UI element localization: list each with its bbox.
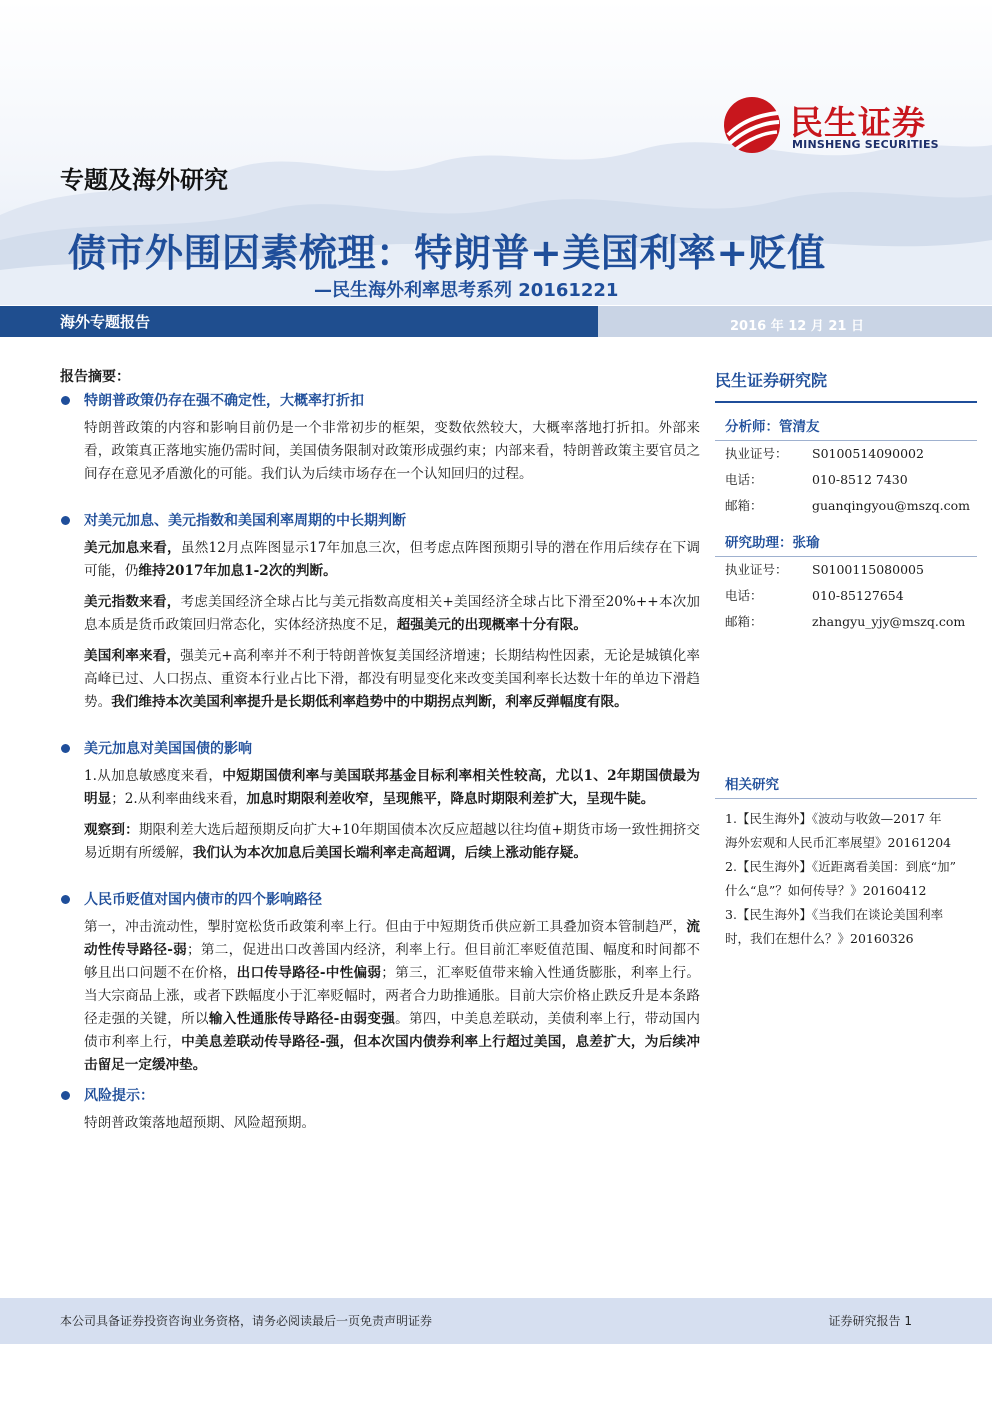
analyst-heading: 研究助理：张瑜 bbox=[715, 531, 977, 557]
footer-disclaimer: 本公司具备证券投资咨询业务资格，请务必阅读最后一页免责声明证券 bbox=[60, 1314, 433, 1328]
emphasis-text: 我们维持本次美国利率提升是长期低利率趋势中的中期拐点判断，利率反弹幅度有限。 bbox=[111, 694, 628, 710]
emphasis-text: 观察到： bbox=[84, 822, 139, 838]
section-heading bbox=[60, 510, 700, 530]
contact-row bbox=[715, 583, 977, 609]
contact-value: 010-8512 7430 bbox=[812, 472, 908, 487]
summary-section bbox=[60, 889, 700, 1077]
body-text: 期限利差大选后超预期反向扩大+10年期国债本次反应超越以往均值+期货市场一致性拥挤交易近期有所缓解， bbox=[84, 822, 701, 861]
body-text: 特朗普政策的内容和影响目前仍是一个非常初步的框架，变数依然较大，大概率落地打折扣。外部来看，政策真正落地实施仍需时间，美国债务限制对政策形成强约束；内部来看，特朗普政策主要官员之间存在意见矛盾激化的可能。我们认为后续市场存在一个认知回归的过程。 bbox=[84, 420, 700, 482]
related-research-line: 3.【民生海外】《当我们在谈论美国利率 bbox=[725, 907, 944, 922]
report-summary bbox=[60, 390, 700, 1159]
title-band bbox=[0, 306, 992, 337]
section-heading-text: 特朗普政策仍存在强不确定性，大概率打折扣 bbox=[84, 393, 364, 409]
contact-value: guanqingyou@mszq.com bbox=[812, 498, 970, 513]
body-text: 虽然12月点阵图显示17年加息三次，但考虑点阵图预期引导的潜在作用后续存在下调可能，仍 bbox=[84, 540, 701, 579]
contact-row bbox=[715, 557, 977, 583]
emphasis-text: 流动性传导路径-弱 bbox=[84, 919, 700, 958]
contact-value: 010-85127654 bbox=[812, 588, 904, 603]
bullet-dot-icon bbox=[61, 744, 70, 753]
related-research-list bbox=[715, 807, 977, 951]
minsheng-logo-icon bbox=[722, 95, 782, 155]
body-text: ；第三，汇率贬值带来输入性通货膨胀，利率上行。当大宗商品上涨，或者下跌幅度小于汇率贬幅时，两者合力助推通胀。目前大宗价格止跌反升是本条路径走强的关键，所以 bbox=[84, 965, 700, 1027]
emphasis-text: 美元加息来看， bbox=[84, 540, 181, 556]
related-research-line: 时，我们在想什么？》20160326 bbox=[725, 931, 914, 946]
body-text: ；2.从利率曲线来看， bbox=[111, 791, 247, 807]
body-text: 强美元+高利率并不利于特朗普恢复美国经济增速；长期结构性因素，无论是城镇化率高峰已过、人口拐点、重资本行业占比下滑，都没有明显变化来改变美国利率长达数十年的单边下滑趋势。 bbox=[84, 648, 700, 710]
related-research-heading: 相关研究 bbox=[715, 773, 977, 799]
report-date: 2016 年 12 月 21 日 bbox=[730, 319, 864, 334]
contact-row bbox=[715, 609, 977, 635]
section-heading-text: 对美元加息、美元指数和美国利率周期的中长期判断 bbox=[84, 513, 406, 529]
contact-value: S0100514090002 bbox=[812, 446, 924, 461]
summary-label: 报告摘要： bbox=[60, 369, 130, 385]
contact-label: 执业证号： bbox=[725, 562, 788, 577]
emphasis-text: 输入性通胀传导路径-由弱变强 bbox=[208, 1011, 396, 1027]
emphasis-text: 维持2017年加息1-2次的判断。 bbox=[138, 563, 337, 579]
bullet-dot-icon bbox=[61, 895, 70, 904]
band-dark bbox=[0, 306, 598, 337]
page-subtitle: —民生海外利率思考系列 20161221 bbox=[314, 280, 619, 301]
section-heading-text: 美元加息对美国国债的影响 bbox=[84, 741, 252, 757]
analyst-heading: 分析师：管清友 bbox=[715, 415, 977, 441]
section-paragraph bbox=[84, 819, 700, 865]
section-paragraph bbox=[84, 1112, 700, 1135]
report-type-label: 海外专题报告 bbox=[60, 313, 151, 331]
contact-label: 执业证号： bbox=[725, 446, 788, 461]
contact-label: 电话： bbox=[725, 588, 763, 603]
section-heading-text: 风险提示： bbox=[84, 1088, 154, 1104]
emphasis-text: 美元指数来看， bbox=[84, 594, 181, 610]
summary-section bbox=[60, 1085, 700, 1135]
page-title: 债市外围因素梳理：特朗普+美国利率+贬值 bbox=[68, 231, 826, 275]
section-heading bbox=[60, 738, 700, 758]
section-heading bbox=[60, 889, 700, 909]
band-light bbox=[598, 306, 992, 337]
related-research-line: 1.【民生海外】《波动与收敛—2017 年 bbox=[725, 811, 942, 826]
body-text: 特朗普政策落地超预期、风险超预期。 bbox=[84, 1115, 316, 1131]
logo-chinese-name: 民生证券 bbox=[790, 103, 926, 142]
emphasis-text: 出口传导路径-中性偏弱 bbox=[236, 965, 382, 981]
analyst-list bbox=[715, 415, 977, 635]
sidebar bbox=[715, 368, 977, 951]
emphasis-text: 美国利率来看， bbox=[84, 648, 181, 664]
contact-row bbox=[715, 467, 977, 493]
section-paragraph bbox=[84, 916, 700, 1077]
section-paragraph bbox=[84, 417, 700, 486]
logo-english-name: MINSHENG SECURITIES bbox=[792, 138, 939, 151]
section-heading bbox=[60, 390, 700, 410]
contact-label: 电话： bbox=[725, 472, 763, 487]
section-paragraph bbox=[84, 645, 700, 714]
body-text: 。第四，中美息差联动，美债利率上行，带动国内债市利率上行， bbox=[84, 1011, 700, 1050]
institute-name: 民生证券研究院 bbox=[715, 368, 977, 403]
section-paragraph bbox=[84, 765, 700, 811]
related-research-line: 海外宏观和人民币汇率展望》20161204 bbox=[725, 835, 952, 850]
bullet-dot-icon bbox=[61, 396, 70, 405]
section-paragraph bbox=[84, 537, 700, 583]
summary-section bbox=[60, 738, 700, 865]
section-heading-text: 人民币贬值对国内债市的四个影响路径 bbox=[84, 892, 322, 908]
contact-value: S0100115080005 bbox=[812, 562, 924, 577]
bullet-dot-icon bbox=[61, 1091, 70, 1100]
body-text: 第一，冲击流动性，掣肘宽松货币政策利率上行。但由于中短期货币供应新工具叠加资本管制趋严， bbox=[84, 919, 687, 935]
emphasis-text: 我们认为本次加息后美国长端利率走高超调，后续上涨动能存疑。 bbox=[192, 845, 587, 861]
summary-section bbox=[60, 390, 700, 486]
contact-label: 邮箱： bbox=[725, 498, 763, 513]
contact-row bbox=[715, 441, 977, 467]
report-category: 专题及海外研究 bbox=[60, 166, 228, 194]
summary-section bbox=[60, 510, 700, 714]
contact-label: 邮箱： bbox=[725, 614, 763, 629]
emphasis-text: 超强美元的出现概率十分有限。 bbox=[396, 617, 587, 633]
body-text: 1.从加息敏感度来看， bbox=[84, 768, 223, 784]
related-research-line: 2.【民生海外】《近距离看美国：到底“加” bbox=[725, 859, 956, 874]
footer-page-number: 证券研究报告 1 bbox=[828, 1314, 912, 1328]
contact-row bbox=[715, 493, 977, 519]
contact-value: zhangyu_yjy@mszq.com bbox=[812, 614, 966, 629]
emphasis-text: 中短期国债利率与美国联邦基金目标利率相关性较高，尤以1、2年期国债最为明显 bbox=[84, 768, 700, 807]
section-heading bbox=[60, 1085, 700, 1105]
related-research-line: 什么“息”？如何传导？》20160412 bbox=[725, 883, 927, 898]
brand-logo bbox=[722, 95, 962, 160]
page-footer bbox=[0, 1298, 992, 1344]
body-text: ；第二，促进出口改善国内经济，利率上行。但目前汇率贬值范围、幅度和时间都不够且出口问题不在价格， bbox=[84, 942, 700, 981]
emphasis-text: 加息时期限利差收窄，呈现熊平，降息时期限利差扩大，呈现牛陡。 bbox=[246, 791, 655, 807]
section-paragraph bbox=[84, 591, 700, 637]
body-text: 考虑美国经济全球占比与美元指数高度相关+美国经济全球占比下滑至20%++本次加息本质是货币政策回归常态化，实体经济热度不足， bbox=[84, 594, 700, 633]
bullet-dot-icon bbox=[61, 516, 70, 525]
emphasis-text: 中美息差联动传导路径-强，但本次国内债券利率上行超过美国，息差扩大，为后续冲击留足一定缓冲垫。 bbox=[84, 1034, 701, 1073]
